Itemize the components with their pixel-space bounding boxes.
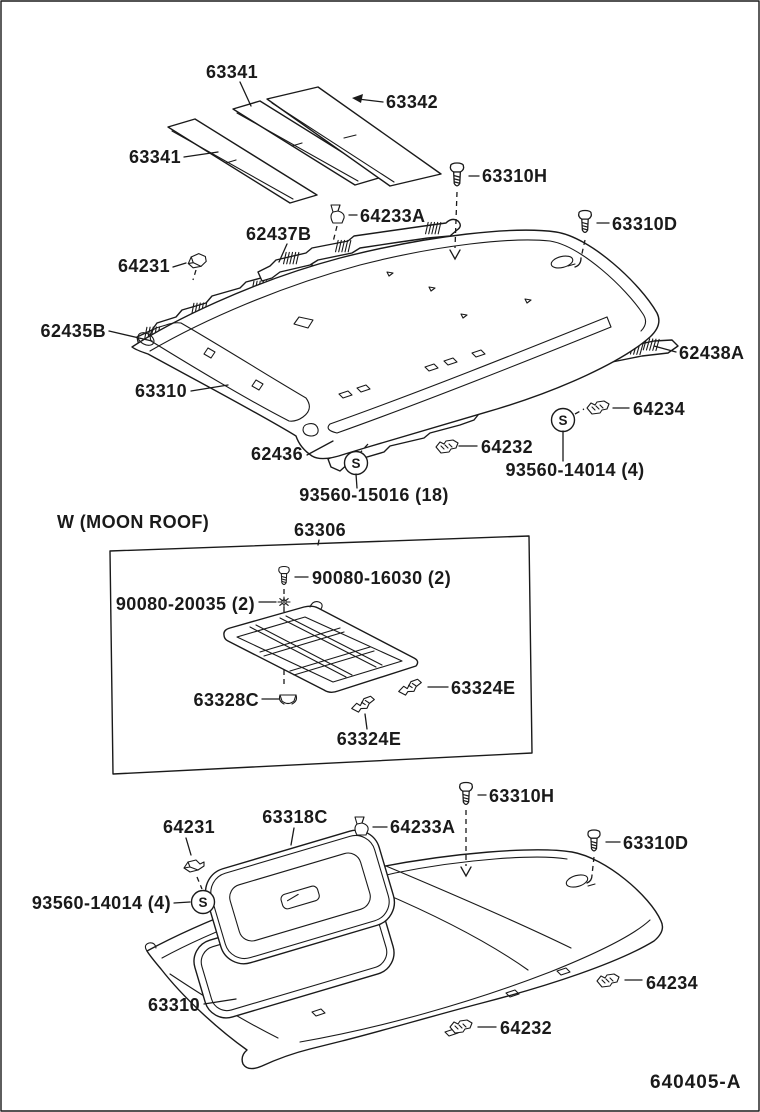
s-marker-14014-bottom-text: S <box>198 895 208 910</box>
label-screw-93560-14014-bottom: 93560-14014 (4) <box>31 893 171 913</box>
label-clip-63324e-bottom: 63324E <box>336 729 402 749</box>
label-clip-64233a-top: 64233A <box>360 206 426 226</box>
label-silencer-pad-right: 63342 <box>386 92 439 112</box>
label-clip-64231-bottom: 64231 <box>162 817 216 837</box>
label-clip-64232-bottom: 64232 <box>500 1018 553 1038</box>
s-marker-14014-bottom <box>192 891 215 914</box>
clip-63324e-bottom-icon <box>350 696 376 714</box>
headliner-bottom-panel <box>145 824 662 1068</box>
label-clip-64234-bottom: 64234 <box>646 973 699 993</box>
headliner-top-panel <box>132 230 659 458</box>
label-screw-63310h-top: 63310H <box>482 166 548 186</box>
clip-64231-bottom-icon <box>184 860 204 872</box>
label-clip-64233a-bottom: 64233A <box>390 817 456 837</box>
label-garnish-side-62438a: 62438A <box>679 343 745 363</box>
screw-63310d-bottom-icon <box>588 830 600 851</box>
clip-64233a-bottom-icon <box>355 817 368 835</box>
clip-64232-bottom-icon <box>450 1020 472 1033</box>
label-screw-63310h-bottom: 63310H <box>489 786 555 806</box>
s-marker-15016 <box>345 452 368 475</box>
label-clip-64232-top: 64232 <box>481 437 534 457</box>
label-screw-93560-14014-top: 93560-14014 (4) <box>505 460 645 480</box>
clip-64233a-top-icon <box>331 205 344 223</box>
label-garnish-rear-62436: 62436 <box>250 444 303 464</box>
label-screw-93560-15016: 93560-15016 (18) <box>299 485 449 505</box>
label-moonroof-headlining-63306: 63306 <box>293 520 347 540</box>
s-marker-15016-text: S <box>351 456 361 471</box>
moonroof-headlining-frame <box>224 602 418 693</box>
label-clip-63324e-right: 63324E <box>451 678 516 698</box>
clip-63324e-right-icon <box>397 679 423 697</box>
label-clip-64234-top: 64234 <box>633 399 686 419</box>
label-screw-63310d-top: 63310D <box>612 214 678 234</box>
label-ring-63318c: 63318C <box>262 807 328 827</box>
s-marker-14014-top <box>552 409 575 432</box>
clip-64231-top-icon <box>187 253 207 269</box>
doc-number: 640405-A <box>650 1072 742 1093</box>
label-clip-63328c: 63328C <box>193 690 259 710</box>
label-screw-63310d-bottom: 63310D <box>623 833 689 853</box>
screw-90080-16030-icon <box>279 567 290 585</box>
label-silencer-pad-left: 63341 <box>128 147 181 167</box>
label-screw-90080-16030: 90080-16030 (2) <box>312 568 452 588</box>
clip-64234-bottom-icon <box>597 974 619 987</box>
screw-63310h-bottom-icon <box>460 783 473 805</box>
screw-63310h-top-icon <box>450 163 463 186</box>
clip-64234-top-icon <box>587 401 609 414</box>
clip-64232-top-icon <box>436 440 458 453</box>
label-headlining-top: 63310 <box>134 381 187 401</box>
screw-63310d-top-icon <box>579 211 592 233</box>
clip-63328c-icon <box>280 695 297 704</box>
label-clip-64231-top: 64231 <box>117 256 170 276</box>
label-garnish-front-62437b: 62437B <box>246 224 312 244</box>
label-silencer-pad-center: 63341 <box>205 62 259 82</box>
label-headlining-bottom: 63310 <box>147 995 200 1015</box>
label-nut-90080-20035: 90080-20035 (2) <box>115 594 255 614</box>
label-moonroof-note: W (MOON ROOF) <box>57 512 210 532</box>
s-marker-14014-top-text: S <box>558 413 568 428</box>
label-garnish-side-62435b: 62435B <box>40 321 106 341</box>
